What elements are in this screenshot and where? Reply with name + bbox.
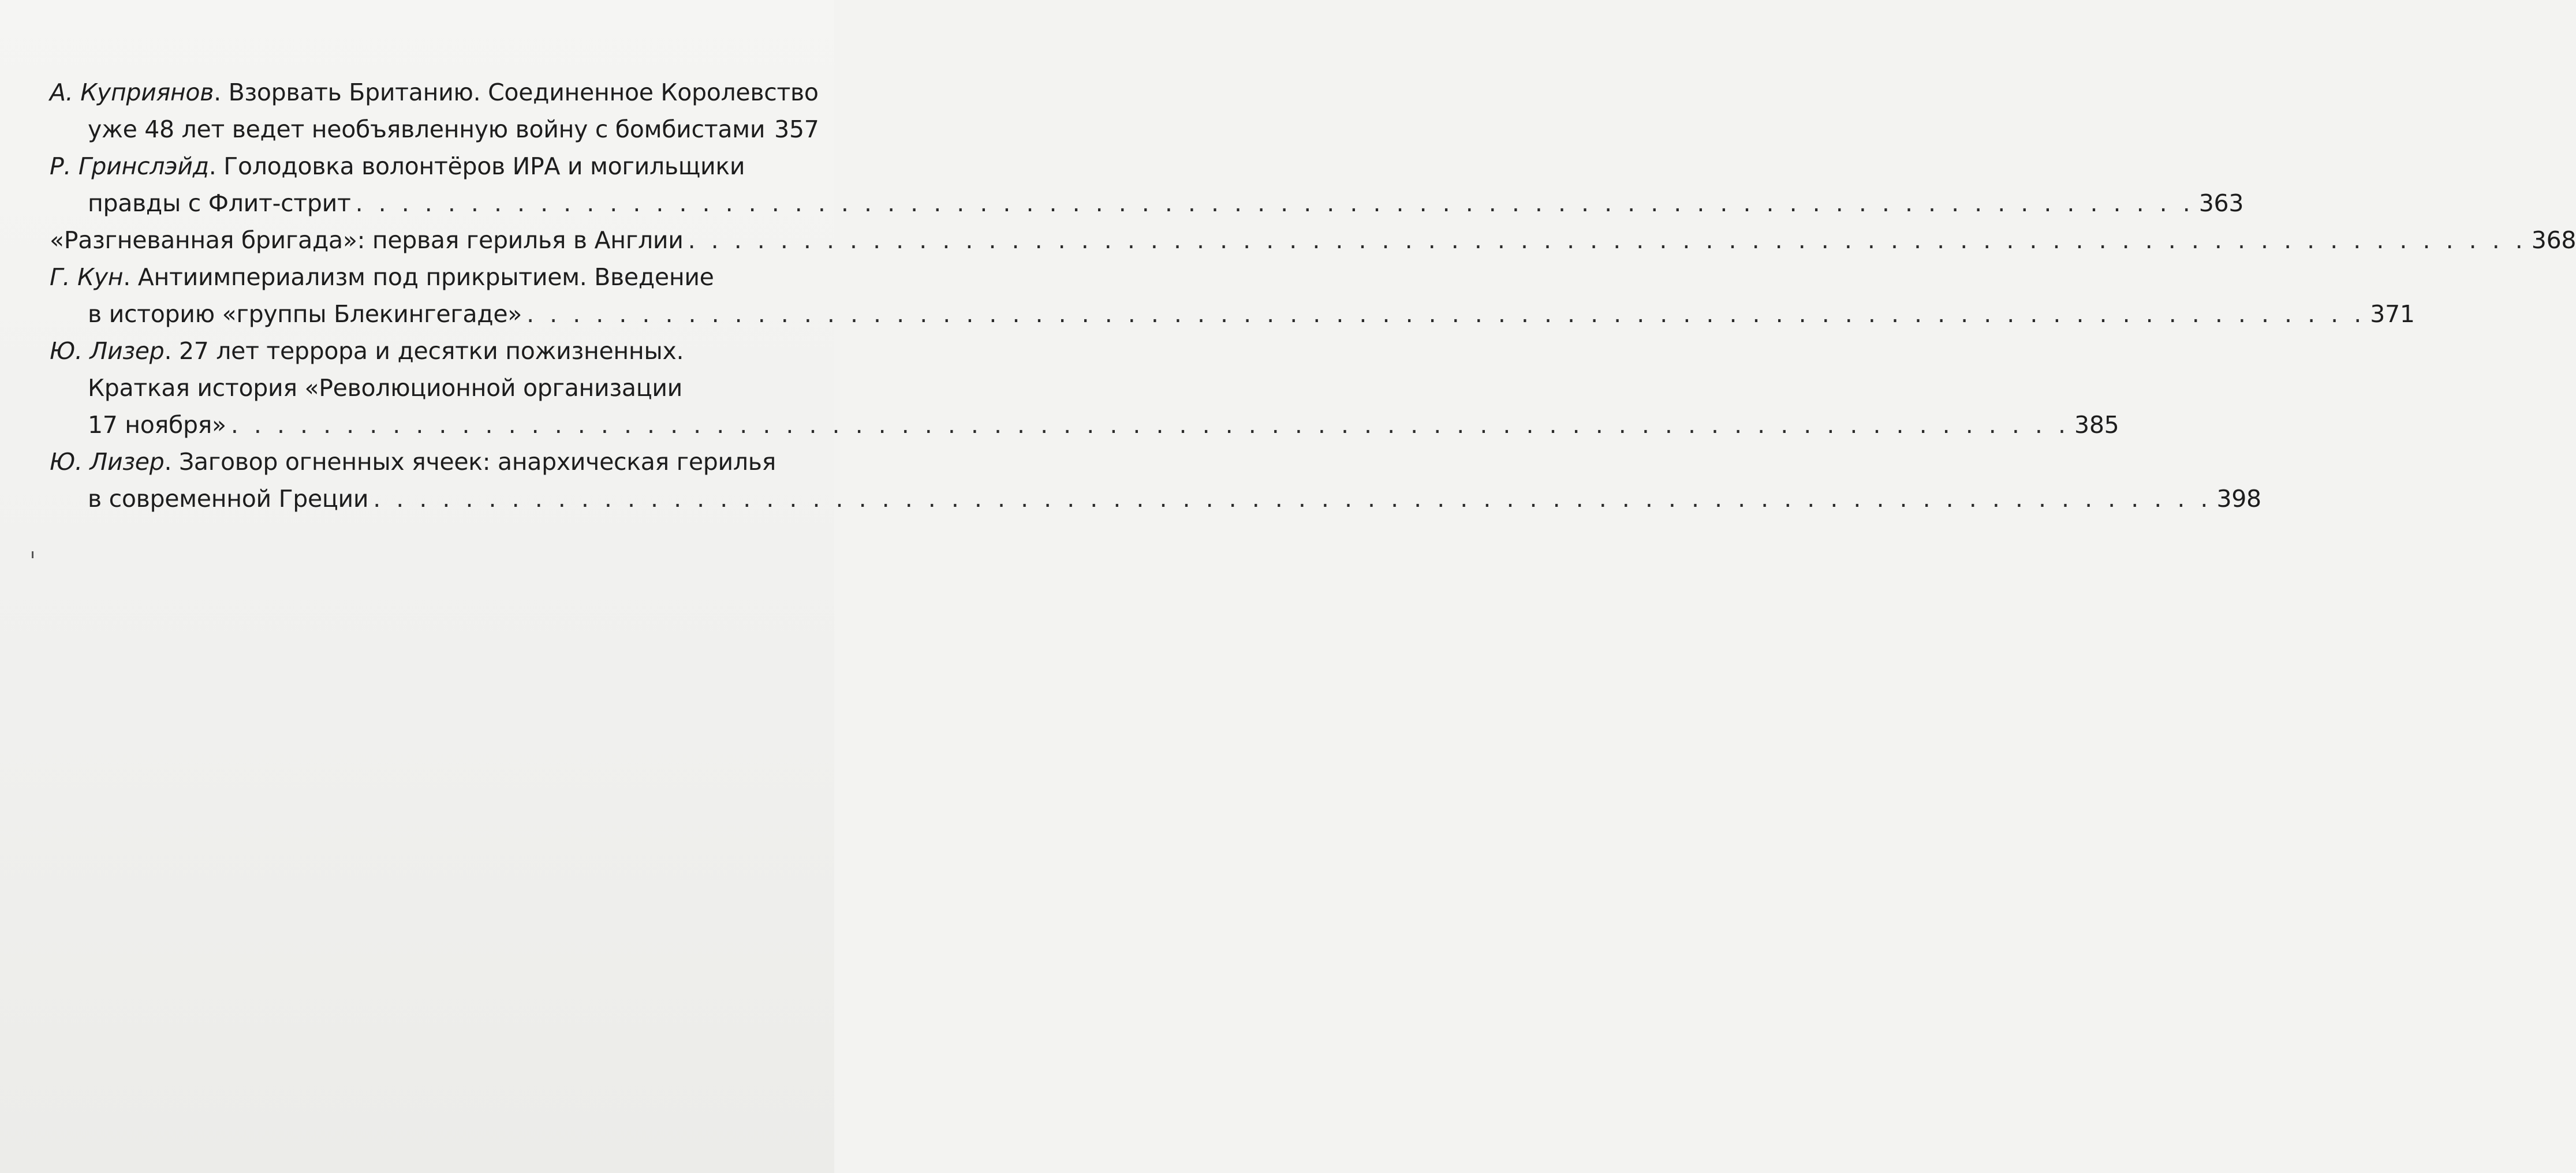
toc-title-line: Взорвать Британию. Соединенное Королевство bbox=[228, 79, 819, 106]
toc-title-line: в историю «группы Блекингегаде» bbox=[88, 300, 522, 328]
toc-entry bbox=[50, 222, 2576, 259]
toc-author: Ю. Лизер bbox=[50, 337, 165, 365]
toc-title-line: 27 лет террора и десятки пожизненных. bbox=[178, 337, 684, 365]
toc-title-line: 17 ноября» bbox=[88, 411, 226, 439]
toc-page-number: 371 bbox=[2370, 300, 2415, 328]
toc-title-line: уже 48 лет ведет необъявленную войну с бомбистами bbox=[88, 115, 766, 143]
toc-entry-line: Ю. Лизер. Заговор огненных ячеек: анархическая герилья bbox=[50, 448, 776, 476]
toc-page-number: 363 bbox=[2198, 189, 2244, 217]
toc-entry bbox=[50, 443, 2261, 517]
toc-author: Ю. Лизер bbox=[50, 448, 165, 476]
toc-page-number: 398 bbox=[2216, 485, 2261, 513]
toc-page-number: 368 bbox=[2531, 226, 2576, 254]
toc-author: Г. Кун bbox=[50, 263, 124, 291]
toc-entry-line: Р. Гринслэйд. Голодовка волонтёров ИРА и могильщики bbox=[50, 152, 745, 180]
toc-page-number: 357 bbox=[774, 115, 819, 143]
toc-entry-line bbox=[50, 222, 2576, 259]
toc-entry-line bbox=[50, 369, 812, 406]
toc-entry bbox=[50, 259, 2415, 333]
toc-title-line: Заговор огненных ячеек: анархическая герилья bbox=[178, 448, 776, 476]
toc-entry bbox=[50, 333, 2119, 443]
toc-entry-line bbox=[50, 406, 2119, 443]
toc-entry-line: А. Куприянов. Взорвать Британию. Соединенное Королевство bbox=[50, 79, 819, 106]
toc-title-line: в современной Греции bbox=[88, 485, 369, 513]
toc-entry-line: Ю. Лизер. 27 лет террора и десятки пожизненных. bbox=[50, 337, 684, 365]
toc-title-line: правды с Флит-стрит bbox=[88, 189, 351, 217]
dot-leader: . . . . . . . . . . . . . . . . . . . . . . . . . . . . . . . . . . . . . . . . . . . . . . . . . . . . . . . . . . . . . . . . . . . . . . . . . . . . . . . . bbox=[230, 411, 2070, 439]
toc-title-line: Голодовка волонтёров ИРА и могильщики bbox=[223, 152, 745, 180]
dot-leader: . . . . . . . . . . . . . . . . . . . . . . . . . . . . . . . . . . . . . . . . . . . . . . . . . . . . . . . . . . . . . . . . . . . . . . . . . . . . . . . . bbox=[373, 485, 2212, 513]
table-of-contents bbox=[50, 74, 2576, 517]
dot-leader: . . . . . . . . . . . . . . . . . . . . . . . . . . . . . . . . . . . . . . . . . . . . . . . . . . . . . . . . . . . . . . . . . . . . . . . . . . . . . . . . bbox=[688, 226, 2527, 254]
dot-leader: . . . . . . . . . . . . . . . . . . . . . . . . . . . . . . . . . . . . . . . . . . . . . . . . . . . . . . . . . . . . . . . . . . . . . . . . . . . . . . . . bbox=[355, 189, 2194, 217]
margin-mark bbox=[32, 551, 33, 558]
toc-author: Р. Гринслэйд bbox=[50, 152, 209, 180]
toc-entry bbox=[50, 74, 819, 148]
toc-entry-line bbox=[50, 296, 2415, 333]
toc-title-line: «Разгневанная бригада»: первая герилья в Англии bbox=[50, 226, 684, 254]
toc-title-line: Краткая история «Революционной организации bbox=[88, 374, 683, 402]
toc-page-number: 385 bbox=[2074, 411, 2119, 439]
toc-entry-line bbox=[50, 185, 2244, 222]
dot-leader: . . . . . . . . . . . . . . . . . . . . . . . . . . . . . . . . . . . . . . . . . . . . . . . . . . . . . . . . . . . . . . . . . . . . . . . . . . . . . . . . bbox=[527, 300, 2366, 328]
toc-entry-line: Г. Кун. Антиимпериализм под прикрытием. Введение bbox=[50, 263, 714, 291]
toc-title-line: Антиимпериализм под прикрытием. Введение bbox=[137, 263, 714, 291]
toc-entry bbox=[50, 148, 2244, 222]
toc-entry-line bbox=[50, 480, 2261, 517]
toc-author: А. Куприянов bbox=[50, 79, 214, 106]
toc-entry-line bbox=[50, 111, 819, 148]
